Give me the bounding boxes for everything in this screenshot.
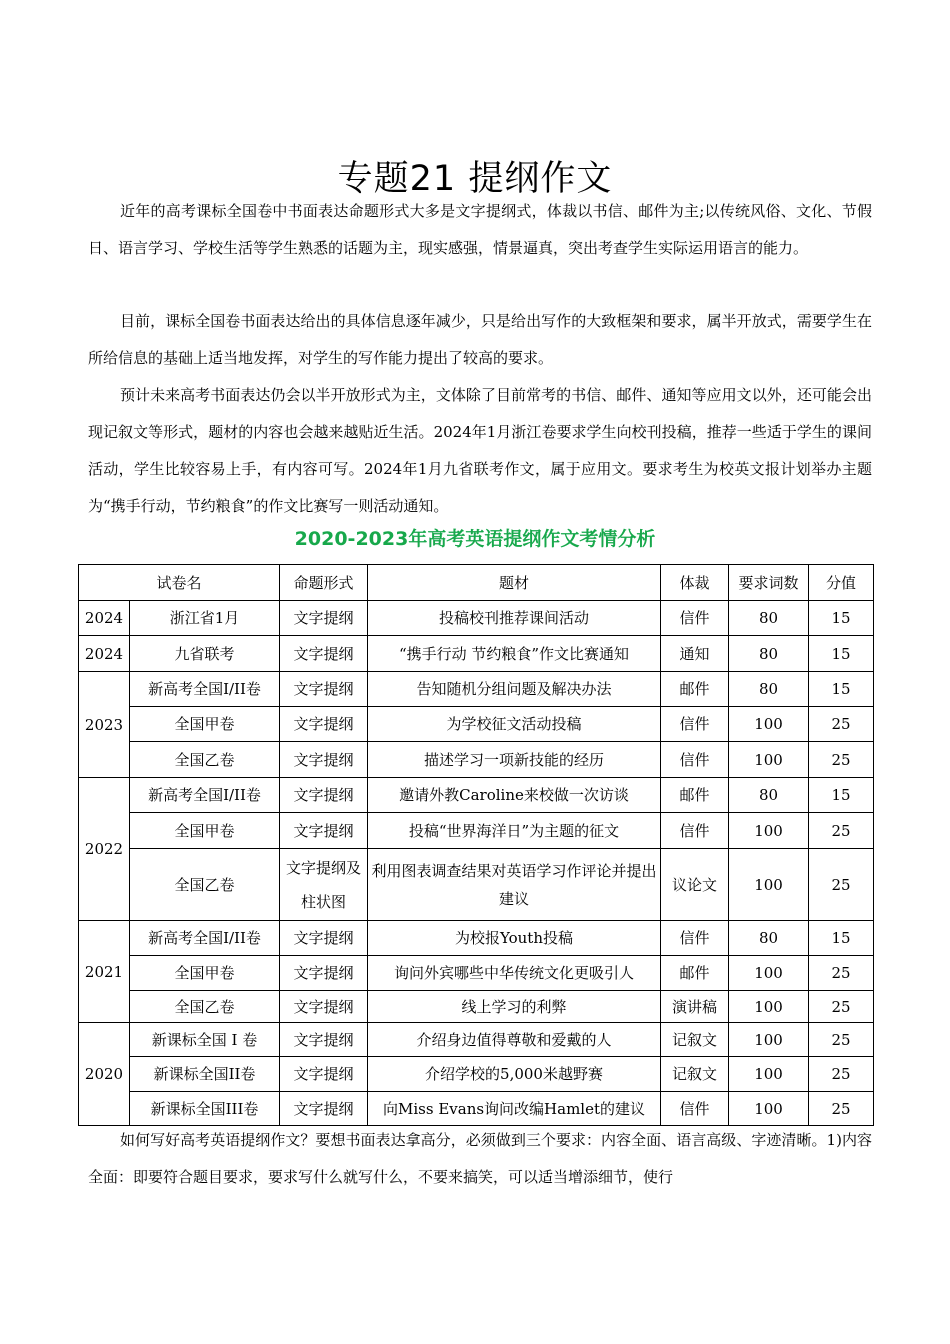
score-cell: 25 xyxy=(809,849,874,921)
topic-cell: 利用图表调查结果对英语学习作评论并提出建议 xyxy=(368,849,661,921)
form-cell: 文字提纲 xyxy=(280,601,368,636)
topic-cell: 介绍身边值得尊敬和爱戴的人 xyxy=(368,1023,661,1057)
paper-cell: 新高考全国I/II卷 xyxy=(130,921,280,956)
topic-cell: 投稿“世界海洋日”为主题的征文 xyxy=(368,813,661,849)
words-cell: 100 xyxy=(729,1023,809,1057)
genre-cell: 信件 xyxy=(661,601,729,636)
topic-cell: 邀请外教Caroline来校做一次访谈 xyxy=(368,778,661,813)
intro-paragraph-3: 预计未来高考书面表达仍会以半开放形式为主，文体除了目前常考的书信、邮件、通知等应用文以外，还可能会出现记叙文等形式，题材的内容也会越来越贴近生活。2024年1月浙江卷要求学生向校刊投稿，推荐一些适于学生的课间活动，学生比较容易上手，有内容可写。2024年1月九省联考作文，属于应用文。要求考生为校英文报计划举办主题为“携手行动，节约粮食”的作文比赛写一则活动通知。 xyxy=(88,386,872,515)
paper-cell: 新课标全国III卷 xyxy=(130,1092,280,1126)
paper-cell: 全国甲卷 xyxy=(130,956,280,991)
year-cell: 2024 xyxy=(79,601,130,636)
table-row xyxy=(79,956,874,991)
genre-cell: 记叙文 xyxy=(661,1023,729,1057)
score-cell: 25 xyxy=(809,1092,874,1126)
form-cell: 文字提纲 xyxy=(280,707,368,742)
words-cell: 80 xyxy=(729,672,809,707)
score-cell: 25 xyxy=(809,1023,874,1057)
words-cell: 100 xyxy=(729,813,809,849)
table-row xyxy=(79,636,874,672)
words-cell: 100 xyxy=(729,849,809,921)
form-cell: 文字提纲及柱状图 xyxy=(280,849,368,921)
year-cell: 2020 xyxy=(79,1023,130,1126)
paper-cell: 九省联考 xyxy=(130,636,280,672)
table-row xyxy=(79,813,874,849)
table-row xyxy=(79,742,874,778)
header-words: 要求词数 xyxy=(729,565,809,601)
genre-cell: 信件 xyxy=(661,742,729,778)
table-row xyxy=(79,1092,874,1126)
topic-cell: 告知随机分组问题及解决办法 xyxy=(368,672,661,707)
score-cell: 15 xyxy=(809,672,874,707)
page-title: 专题21 提纲作文 xyxy=(337,159,613,200)
form-cell: 文字提纲 xyxy=(280,1023,368,1057)
table-row xyxy=(79,778,874,813)
words-cell: 100 xyxy=(729,956,809,991)
score-cell: 25 xyxy=(809,1057,874,1092)
genre-cell: 记叙文 xyxy=(661,1057,729,1092)
paper-cell: 新课标全国 I 卷 xyxy=(130,1023,280,1057)
topic-cell: 为学校征文活动投稿 xyxy=(368,707,661,742)
genre-cell: 通知 xyxy=(661,636,729,672)
score-cell: 15 xyxy=(809,778,874,813)
header-form: 命题形式 xyxy=(280,565,368,601)
year-cell: 2023 xyxy=(79,672,130,778)
intro-paragraph-1: 近年的高考课标全国卷中书面表达命题形式大多是文字提纲式，体裁以书信、邮件为主;以传统风俗、文化、节假日、语言学习、学校生活等学生熟悉的话题为主，现实感强，情景逼真，突出考查学生实际运用语言的能力。 xyxy=(88,202,872,257)
table-title: 2020-2023年高考英语提纲作文考情分析 xyxy=(294,528,656,550)
words-cell: 80 xyxy=(729,778,809,813)
genre-cell: 信件 xyxy=(661,707,729,742)
genre-cell: 议论文 xyxy=(661,849,729,921)
form-cell: 文字提纲 xyxy=(280,636,368,672)
intro-paragraph-2: 目前，课标全国卷书面表达给出的具体信息逐年减少，只是给出写作的大致框架和要求，属半开放式，需要学生在所给信息的基础上适当地发挥，对学生的写作能力提出了较高的要求。 xyxy=(88,312,872,367)
genre-cell: 演讲稿 xyxy=(661,991,729,1023)
genre-cell: 信件 xyxy=(661,813,729,849)
score-cell: 25 xyxy=(809,707,874,742)
form-cell: 文字提纲 xyxy=(280,1092,368,1126)
topic-cell: 为校报Youth投稿 xyxy=(368,921,661,956)
score-cell: 15 xyxy=(809,921,874,956)
year-cell: 2022 xyxy=(79,778,130,921)
table-row xyxy=(79,1057,874,1092)
paper-cell: 全国甲卷 xyxy=(130,813,280,849)
form-cell: 文字提纲 xyxy=(280,672,368,707)
table-row xyxy=(79,921,874,956)
form-cell: 文字提纲 xyxy=(280,921,368,956)
score-cell: 25 xyxy=(809,991,874,1023)
score-cell: 25 xyxy=(809,742,874,778)
header-genre: 体裁 xyxy=(661,565,729,601)
table-row xyxy=(79,707,874,742)
genre-cell: 信件 xyxy=(661,1092,729,1126)
body-paragraph-4: 如何写好高考英语提纲作文？要想书面表达拿高分，必须做到三个要求：内容全面、语言高级、字迹清晰。1)内容全面：即要符合题目要求，要求写什么就写什么，不要来搞笑，可以适当增添细节，使行 xyxy=(88,1131,872,1186)
paper-cell: 全国乙卷 xyxy=(130,742,280,778)
paper-cell: 浙江省1月 xyxy=(130,601,280,636)
form-cell: 文字提纲 xyxy=(280,991,368,1023)
topic-cell: 线上学习的利弊 xyxy=(368,991,661,1023)
words-cell: 80 xyxy=(729,921,809,956)
paper-cell: 全国甲卷 xyxy=(130,707,280,742)
genre-cell: 邮件 xyxy=(661,672,729,707)
topic-cell: “携手行动 节约粮食”作文比赛通知 xyxy=(368,636,661,672)
table-row xyxy=(79,1023,874,1057)
header-paper: 试卷名 xyxy=(79,565,280,601)
words-cell: 100 xyxy=(729,1057,809,1092)
year-cell: 2024 xyxy=(79,636,130,672)
score-cell: 15 xyxy=(809,601,874,636)
topic-cell: 描述学习一项新技能的经历 xyxy=(368,742,661,778)
words-cell: 100 xyxy=(729,1092,809,1126)
exam-analysis-table xyxy=(78,564,874,1126)
score-cell: 25 xyxy=(809,956,874,991)
words-cell: 100 xyxy=(729,707,809,742)
table-row xyxy=(79,991,874,1023)
year-cell: 2021 xyxy=(79,921,130,1023)
header-topic: 题材 xyxy=(368,565,661,601)
form-cell: 文字提纲 xyxy=(280,813,368,849)
table-row xyxy=(79,672,874,707)
genre-cell: 邮件 xyxy=(661,956,729,991)
genre-cell: 信件 xyxy=(661,921,729,956)
form-cell: 文字提纲 xyxy=(280,956,368,991)
score-cell: 15 xyxy=(809,636,874,672)
paper-cell: 新高考全国I/II卷 xyxy=(130,672,280,707)
paper-cell: 全国乙卷 xyxy=(130,991,280,1023)
genre-cell: 邮件 xyxy=(661,778,729,813)
header-score: 分值 xyxy=(809,565,874,601)
topic-cell: 询问外宾哪些中华传统文化更吸引人 xyxy=(368,956,661,991)
form-cell: 文字提纲 xyxy=(280,778,368,813)
words-cell: 80 xyxy=(729,601,809,636)
topic-cell: 向Miss Evans询问改编Hamlet的建议 xyxy=(368,1092,661,1126)
words-cell: 100 xyxy=(729,991,809,1023)
words-cell: 80 xyxy=(729,636,809,672)
form-cell: 文字提纲 xyxy=(280,742,368,778)
form-cell: 文字提纲 xyxy=(280,1057,368,1092)
table-header-row xyxy=(79,565,874,601)
topic-cell: 介绍学校的5,000米越野赛 xyxy=(368,1057,661,1092)
words-cell: 100 xyxy=(729,742,809,778)
table-row xyxy=(79,849,874,921)
table-row xyxy=(79,601,874,636)
topic-cell: 投稿校刊推荐课间活动 xyxy=(368,601,661,636)
paper-cell: 新课标全国II卷 xyxy=(130,1057,280,1092)
score-cell: 25 xyxy=(809,813,874,849)
paper-cell: 新高考全国I/II卷 xyxy=(130,778,280,813)
paper-cell: 全国乙卷 xyxy=(130,849,280,921)
